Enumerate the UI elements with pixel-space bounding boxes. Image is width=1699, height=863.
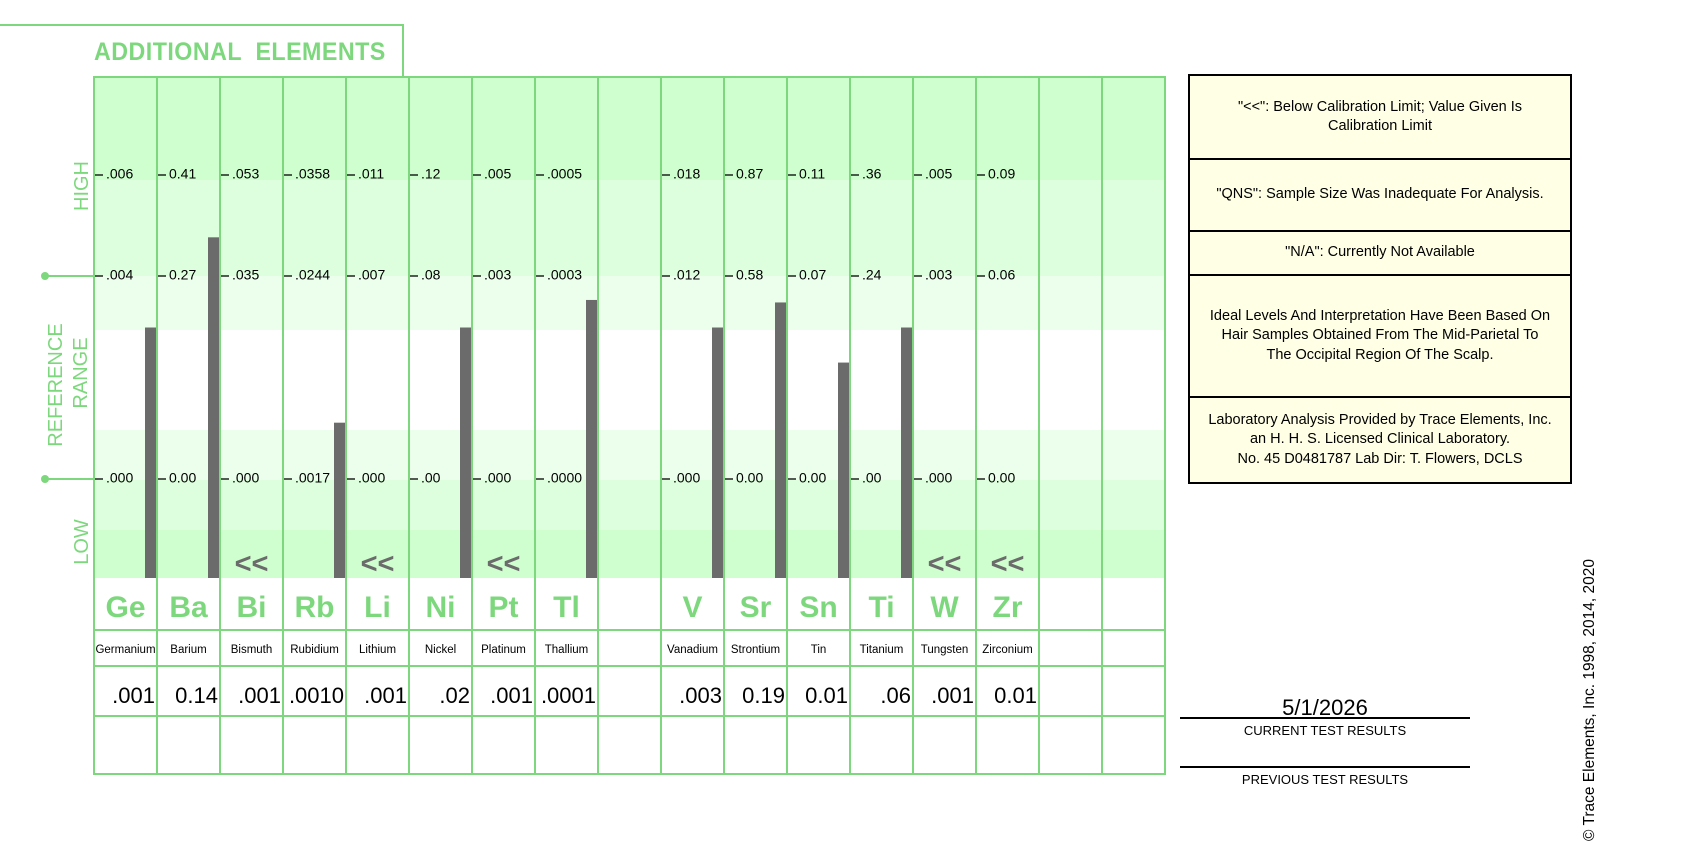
- result-bar: [712, 328, 723, 579]
- reference-low-label: .00: [421, 469, 441, 486]
- high-value-label: .0358: [295, 165, 331, 182]
- high-value-label: .005: [484, 165, 512, 182]
- reference-low-label: .000: [232, 469, 260, 486]
- reference-high-label: 0.07: [799, 266, 827, 283]
- high-value-label: .12: [421, 165, 441, 182]
- current-results-line: [1180, 717, 1470, 719]
- reference-low-label: .0017: [295, 469, 331, 486]
- legend-not-available: "N/A": Currently Not Available: [1285, 244, 1475, 261]
- element-symbol: Ti: [868, 591, 895, 624]
- reference-low-label: .000: [925, 469, 953, 486]
- high-value-label: .018: [673, 165, 701, 182]
- high-value-label: .005: [925, 165, 953, 182]
- high-value-label: .36: [862, 165, 882, 182]
- range-band: [94, 180, 1165, 230]
- result-value: 0.19: [742, 683, 785, 708]
- high-value-label: 0.41: [169, 165, 197, 182]
- element-symbol: Ba: [169, 591, 208, 624]
- reference-low-label: .0000: [547, 469, 583, 486]
- element-name: Nickel: [424, 644, 457, 656]
- element-name: Thallium: [544, 644, 589, 656]
- reference-low-label: 0.00: [799, 469, 827, 486]
- legend-qns: "QNS": Sample Size Was Inadequate For Analysis.: [1216, 186, 1544, 203]
- range-band: [94, 380, 1165, 430]
- result-bar: [586, 300, 597, 578]
- legend-lab-info: Laboratory Analysis Provided by Trace Elements, Inc. an H. H. S. Licensed Clinical Laboratory. No. 45 D0481787 Lab Dir: T. Flowers, DCLS: [1208, 411, 1552, 467]
- reference-low-label: .000: [358, 469, 386, 486]
- element-symbol: Rb: [294, 591, 335, 624]
- reference-low-label: .00: [862, 469, 882, 486]
- element-symbol: Sn: [799, 591, 838, 624]
- high-value-label: .0005: [547, 165, 583, 182]
- element-name: Tungsten: [920, 644, 969, 656]
- result-value: .001: [364, 683, 407, 708]
- legend-ideal-levels: Ideal Levels And Interpretation Have Been Based On Hair Samples Obtained From The Mid-Parietal To The Occipital Region Of The Scalp.: [1209, 307, 1551, 363]
- result-value: .0010: [288, 683, 344, 708]
- high-value-label: .053: [232, 165, 260, 182]
- current-test-date: 5/1/2026: [1282, 695, 1368, 720]
- element-name: Vanadium: [667, 644, 718, 656]
- element-symbol: Zr: [992, 591, 1023, 624]
- high-value-label: 0.09: [988, 165, 1016, 182]
- element-name: Zirconium: [982, 644, 1033, 656]
- result-bar: [775, 302, 786, 578]
- element-name: Rubidium: [290, 644, 339, 656]
- axis-label-high: HIGH: [71, 161, 93, 211]
- element-symbol: Li: [364, 591, 391, 624]
- reference-low-label: .000: [484, 469, 512, 486]
- axis-label-range: RANGE: [70, 337, 92, 409]
- element-name: Titanium: [859, 644, 904, 656]
- range-band: [94, 330, 1165, 380]
- axis-label-reference: REFERENCE: [45, 323, 67, 447]
- reference-high-label: 0.27: [169, 266, 197, 283]
- element-name: Bismuth: [230, 644, 273, 656]
- result-value: .0001: [540, 683, 596, 708]
- result-bar: [901, 328, 912, 579]
- reference-high-marker: [41, 272, 49, 280]
- result-value: .02: [439, 683, 470, 708]
- element-symbol: Sr: [739, 591, 772, 624]
- element-symbol: W: [930, 591, 959, 624]
- section-title: ADDITIONAL ELEMENTS: [94, 38, 386, 66]
- reference-high-label: .007: [358, 266, 386, 283]
- result-value: 0.01: [805, 683, 848, 708]
- high-value-label: .011: [358, 165, 385, 182]
- reference-low-label: 0.00: [736, 469, 764, 486]
- result-bar: [334, 423, 345, 578]
- result-bar: [838, 363, 849, 578]
- element-name: Lithium: [358, 644, 397, 656]
- reference-low-marker: [41, 475, 49, 483]
- element-name: Tin: [810, 644, 827, 656]
- element-name: Barium: [170, 644, 207, 656]
- result-value: .001: [238, 683, 281, 708]
- range-band: [94, 480, 1165, 530]
- element-symbol: Ni: [425, 591, 456, 624]
- legend-below-limit: "<<": Below Calibration Limit; Value Given Is Calibration Limit: [1237, 98, 1523, 134]
- element-symbol: Ge: [105, 591, 146, 624]
- reference-high-label: .003: [925, 266, 953, 283]
- element-name: Strontium: [730, 644, 781, 656]
- result-bar: [208, 237, 219, 578]
- below-limit-marker: <<: [990, 548, 1025, 580]
- range-band: [94, 77, 1165, 120]
- reference-high-label: .0003: [547, 266, 583, 283]
- current-results-label: CURRENT TEST RESULTS: [1243, 723, 1407, 738]
- result-value: .001: [931, 683, 974, 708]
- reference-high-label: .08: [421, 266, 441, 283]
- result-value: 0.14: [175, 683, 218, 708]
- reference-low-label: 0.00: [169, 469, 197, 486]
- below-limit-marker: <<: [486, 548, 521, 580]
- element-symbol: V: [682, 591, 703, 624]
- reference-high-label: .012: [673, 266, 701, 283]
- reference-high-label: 0.58: [736, 266, 764, 283]
- reference-high-label: .0244: [295, 266, 331, 283]
- reference-high-label: .004: [106, 266, 134, 283]
- result-value: .001: [112, 683, 155, 708]
- copyright-notice: © Trace Elements, Inc. 1998, 2014, 2020: [1581, 559, 1598, 841]
- element-symbol: Pt: [488, 591, 519, 624]
- axis-label-low: LOW: [71, 519, 93, 565]
- high-value-label: 0.11: [799, 165, 826, 182]
- below-limit-marker: <<: [234, 548, 269, 580]
- range-band: [94, 276, 1165, 330]
- reference-low-label: 0.00: [988, 469, 1016, 486]
- below-limit-marker: <<: [360, 548, 395, 580]
- result-value: .003: [679, 683, 722, 708]
- result-value: .06: [880, 683, 911, 708]
- element-name: Germanium: [95, 644, 156, 656]
- result-bar: [460, 328, 471, 579]
- reference-low-label: .000: [106, 469, 134, 486]
- high-value-label: .006: [106, 165, 134, 182]
- previous-results-line: [1180, 766, 1470, 768]
- previous-results-label: PREVIOUS TEST RESULTS: [1241, 772, 1409, 787]
- element-symbol: Tl: [553, 591, 580, 624]
- result-bar: [145, 328, 156, 579]
- reference-high-label: 0.06: [988, 266, 1016, 283]
- result-value: 0.01: [994, 683, 1037, 708]
- high-value-label: 0.87: [736, 165, 764, 182]
- element-name: Platinum: [481, 644, 526, 656]
- reference-high-label: .003: [484, 266, 512, 283]
- result-value: .001: [490, 683, 533, 708]
- legend-box: [1188, 74, 1572, 484]
- reference-low-label: .000: [673, 469, 701, 486]
- reference-high-label: .035: [232, 266, 260, 283]
- element-symbol: Bi: [236, 591, 267, 624]
- below-limit-marker: <<: [927, 548, 962, 580]
- reference-high-label: .24: [862, 266, 882, 283]
